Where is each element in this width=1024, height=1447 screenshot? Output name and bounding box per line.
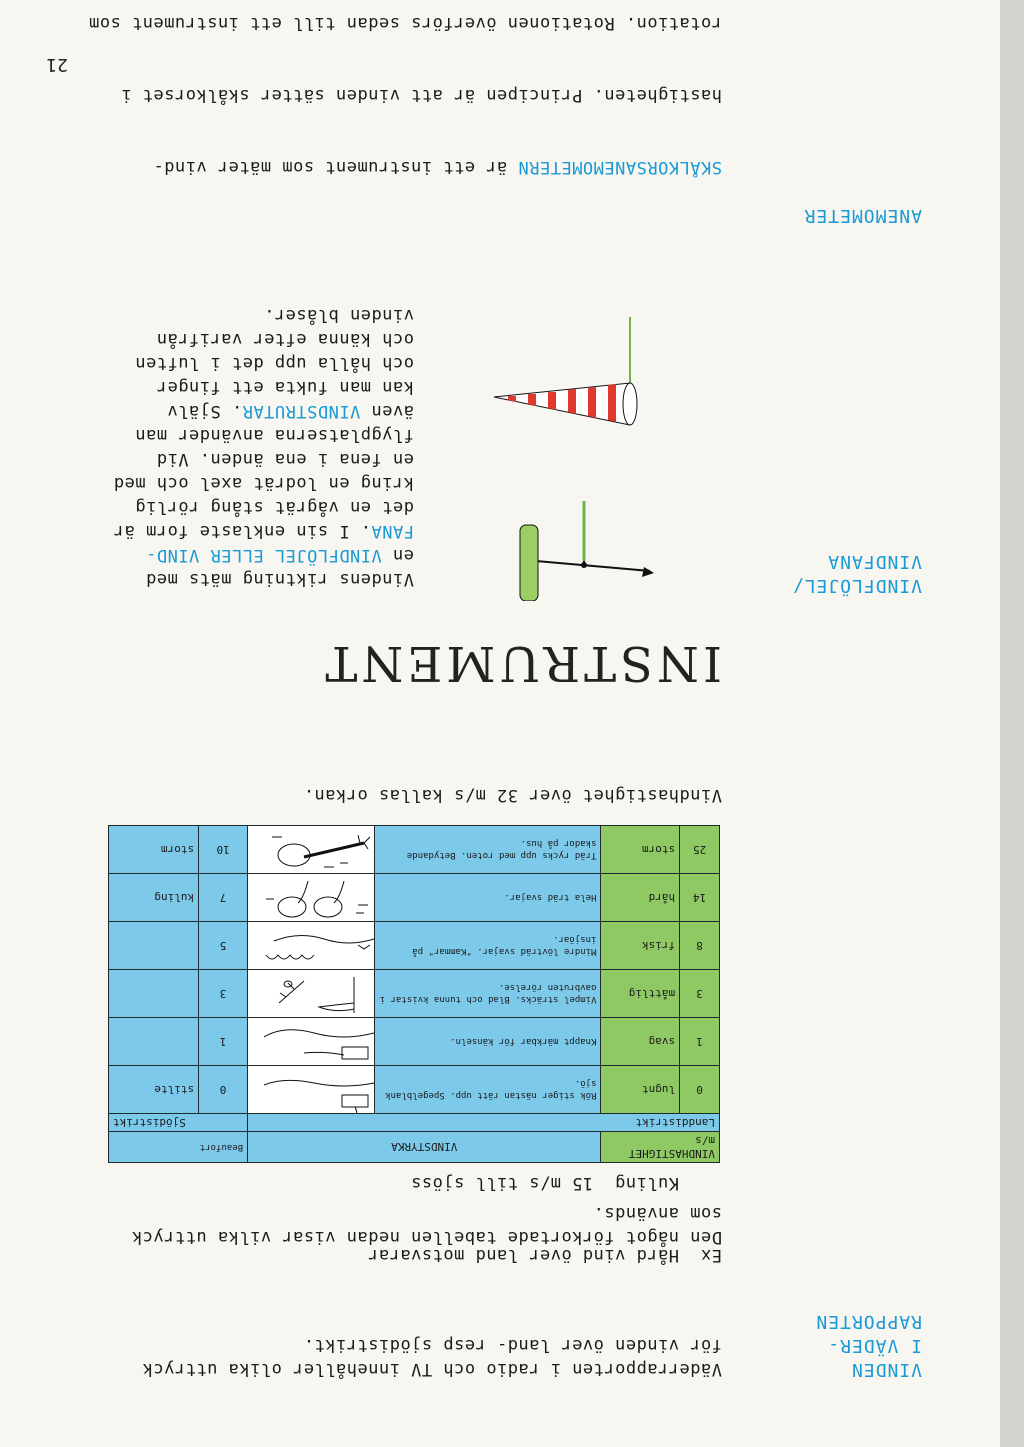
wind-table: [108, 825, 720, 1163]
table-subheader-row: [109, 1114, 720, 1132]
cell-ms: 8: [680, 922, 720, 970]
cell-beaufort: 0: [199, 1066, 248, 1114]
cell-ms: 14: [680, 874, 720, 922]
cell-beaufort: 10: [199, 826, 248, 874]
cell-desc: Hela träd svajar.: [374, 874, 601, 922]
paragraph-vindflojel: Vindens riktning mäts med en VINDFLÖJEL ELLER VIND- FANA. I sin enklaste form är det en vågrät stång rörlig kring en lodrät axel och med en fena i ena änden. Vid flygplatserna använder man även VINDSTRUTAR. Själv kan man fukta ett finger och hålla upp det i luften och känna efter varifrån vinden blåser.: [113, 305, 414, 589]
cell-sea: [109, 1018, 199, 1066]
book-spine: [1000, 0, 1024, 1447]
cell-beaufort: 1: [199, 1018, 248, 1066]
heading-vinden: VINDEN I VÄDER- RAPPORTEN: [815, 1311, 922, 1380]
pennant-twig-icon: [248, 970, 375, 1018]
cell-beaufort: 7: [199, 874, 248, 922]
table-row: [109, 922, 720, 970]
cell-ms: 1: [680, 1018, 720, 1066]
table-row: [109, 874, 720, 922]
header-land: Landdistrikt: [248, 1114, 720, 1132]
header-sea: Sjödistrikt: [109, 1114, 248, 1132]
uprooted-tree-icon: [248, 826, 375, 874]
cell-beaufort: 3: [199, 970, 248, 1018]
orkan-note: Vindhastighet över 32 m/s kallas orkan.: [303, 785, 722, 805]
paragraph-vaderrapport: Väderrapporten i radio och TV innehåller olika uttryck för vinden över land- resp sjödistrikt.: [142, 1335, 722, 1379]
cell-ms: 0: [680, 1066, 720, 1114]
table-row: [109, 970, 720, 1018]
cell-desc: Vimpel sträcks. Blad och tunna kvistar i oavbruten rörelse.: [374, 970, 601, 1018]
paragraph-anemometer: SKÅLKORSANEMOMETERN är ett instrument som mäter vind- hastigheten. Principen är att vinden sätter skålkorset i rotation. Rotationen överförs sedan till ett instrument som: [88, 13, 722, 177]
cell-ms: 25: [680, 826, 720, 874]
cell-desc: Träd rycks upp med roten. Betydande skador på hus.: [374, 826, 601, 874]
cell-sea: stilte: [109, 1066, 199, 1114]
table-row: [109, 1066, 720, 1114]
cell-land: svag: [601, 1018, 680, 1066]
header-beaufort: Beaufort: [109, 1132, 248, 1163]
table-header-row: [109, 1132, 720, 1163]
header-vindstyrka: VINDSTYRKA: [248, 1132, 601, 1163]
cell-sea: [109, 922, 199, 970]
swaying-trees-icon: [248, 874, 375, 922]
cell-land: lugnt: [601, 1066, 680, 1114]
cell-sea: kuling: [109, 874, 199, 922]
cell-land: frisk: [601, 922, 680, 970]
wind-vane-illustration: [494, 491, 654, 601]
page-number: 21: [46, 54, 68, 75]
waves-bush-icon: [248, 922, 375, 970]
heading-vindflojel: VINDFLÖJEL/ VINDFANA: [791, 551, 922, 596]
paragraph-tabell: Den något förkortade tabellen nedan visar vilka uttryck som används.: [131, 1203, 722, 1247]
example-hard-vind: Ex Hård vind över land motsvarar Kuling 15 m/s till sjöss: [367, 1173, 722, 1265]
cell-land: hård: [601, 874, 680, 922]
smoke-rising-icon: [248, 1066, 375, 1114]
cell-sea: [109, 970, 199, 1018]
table-row: [109, 826, 720, 874]
cell-sea: storm: [109, 826, 199, 874]
cell-ms: 3: [680, 970, 720, 1018]
cell-land: storm: [601, 826, 680, 874]
cell-beaufort: 5: [199, 922, 248, 970]
cell-desc: Knappt märkbar för känseln.: [374, 1018, 601, 1066]
cell-desc: Rök stiger nästan rätt upp. Spegelblank sjö.: [374, 1066, 601, 1114]
windsock-illustration: [474, 315, 644, 427]
header-ms: VINDHASTIGHET m/s: [601, 1132, 720, 1163]
instrument-title: INSTRUMENT: [321, 635, 722, 691]
cell-desc: Mindre lövträd svajar. "Kammar" på insjöar.: [374, 922, 601, 970]
heading-anemometer: ANEMOMETER: [803, 205, 922, 226]
table-row: [109, 1018, 720, 1066]
smoke-drifting-icon: [248, 1018, 375, 1066]
cell-land: måttlig: [601, 970, 680, 1018]
